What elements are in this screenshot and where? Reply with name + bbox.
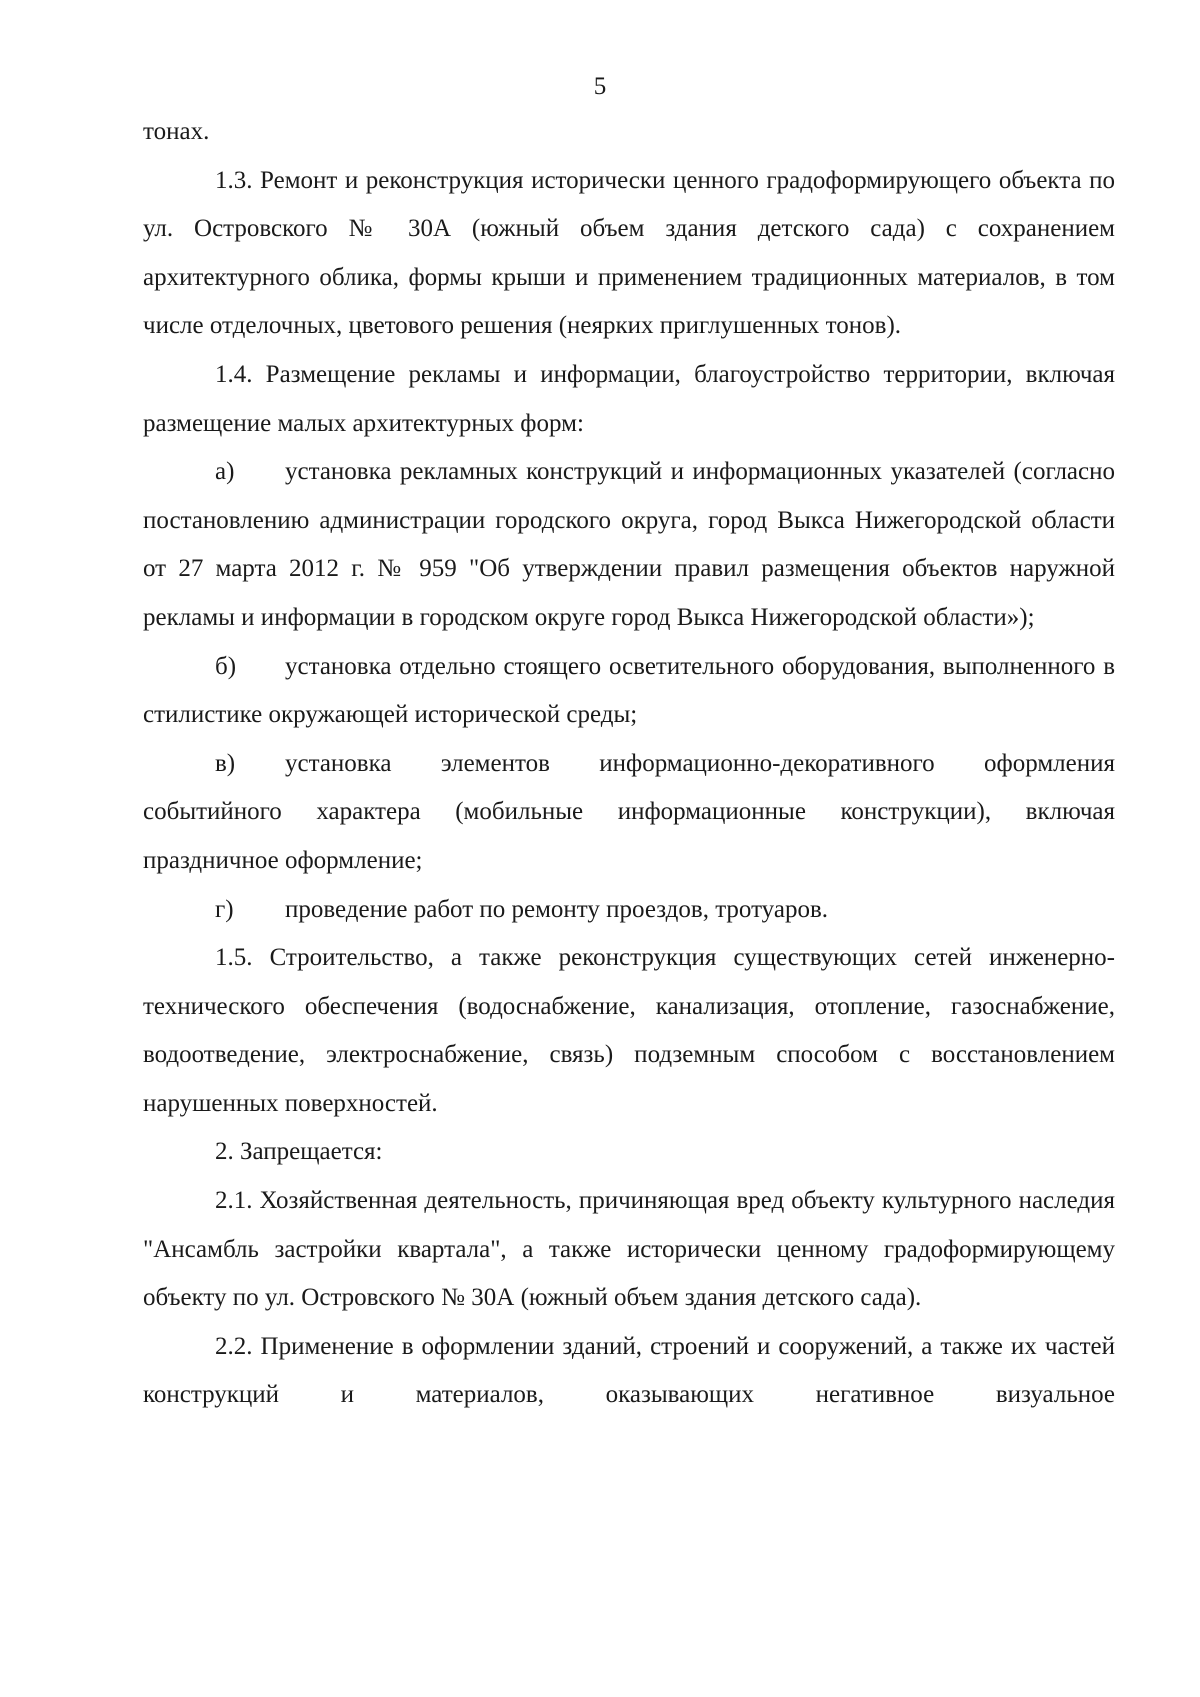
list-item-v <box>143 740 1115 886</box>
page-number: 5 <box>593 73 607 100</box>
list-text-b: установка отдельно стоящего осветительного оборудования, выполненного в стилистике окружающей исторической среды; <box>143 652 1115 729</box>
paragraph-1-3: 1.3. Ремонт и реконструкция исторически ценного градоформирующего объекта по ул. Островского № 30А (южный объем здания детского сада) с сохранением архитектурного облика, формы крыши и применением традиционных материалов, в том числе отделочных, цветового решения (неярких приглушенных тонов). <box>143 166 1115 340</box>
paragraph-continuation: тонах. <box>143 118 210 145</box>
list-text-a: установка рекламных конструкций и информационных указателей (согласно постановлению администрации городского округа, город Выкса Нижегородской области от 27 марта 2012 г. № 959 "Об утверждении правил размещения объектов наружной рекламы и информации в городском округе город Выкса Нижегородской области»); <box>143 458 1115 631</box>
list-item-b <box>143 643 1115 740</box>
list-marker-b: б) <box>215 652 237 680</box>
paragraph-2: 2. Запрещается: <box>215 1138 383 1166</box>
list-marker-a: а) <box>215 458 235 486</box>
list-marker-v: в) <box>215 749 236 777</box>
document-body <box>143 108 1115 1420</box>
paragraph-2-2: 2.2. Применение в оформлении зданий, строений и сооружений, а также их частей конструкций и материалов, оказывающих негативное визуальное <box>143 1332 1115 1409</box>
paragraph-1-5: 1.5. Строительство, а также реконструкция существующих сетей инженерно-технического обеспечения (водоснабжение, канализация, отопление, газоснабжение, водоотведение, электроснабжение, связь) подземным способом с восстановлением нарушенных поверхностей. <box>143 944 1115 1117</box>
list-text-v: установка элементов информационно-декоративного оформления событийного характера (мобильные информационные конструкции), включая праздничное оформление; <box>143 749 1115 874</box>
paragraph-1-4: 1.4. Размещение рекламы и информации, благоустройство территории, включая размещение малых архитектурных форм: <box>143 360 1115 437</box>
list-marker-g: г) <box>215 895 234 923</box>
list-item-a <box>143 448 1115 642</box>
list-item-g <box>143 886 1115 935</box>
paragraph-2-1: 2.1. Хозяйственная деятельность, причиняющая вред объекту культурного наследия "Ансамбль застройки квартала", а также исторически ценному градоформирующему объекту по ул. Островского № 30А (южный объем здания детского сада). <box>143 1187 1115 1312</box>
list-text-g: проведение работ по ремонту проездов, тротуаров. <box>285 895 829 923</box>
